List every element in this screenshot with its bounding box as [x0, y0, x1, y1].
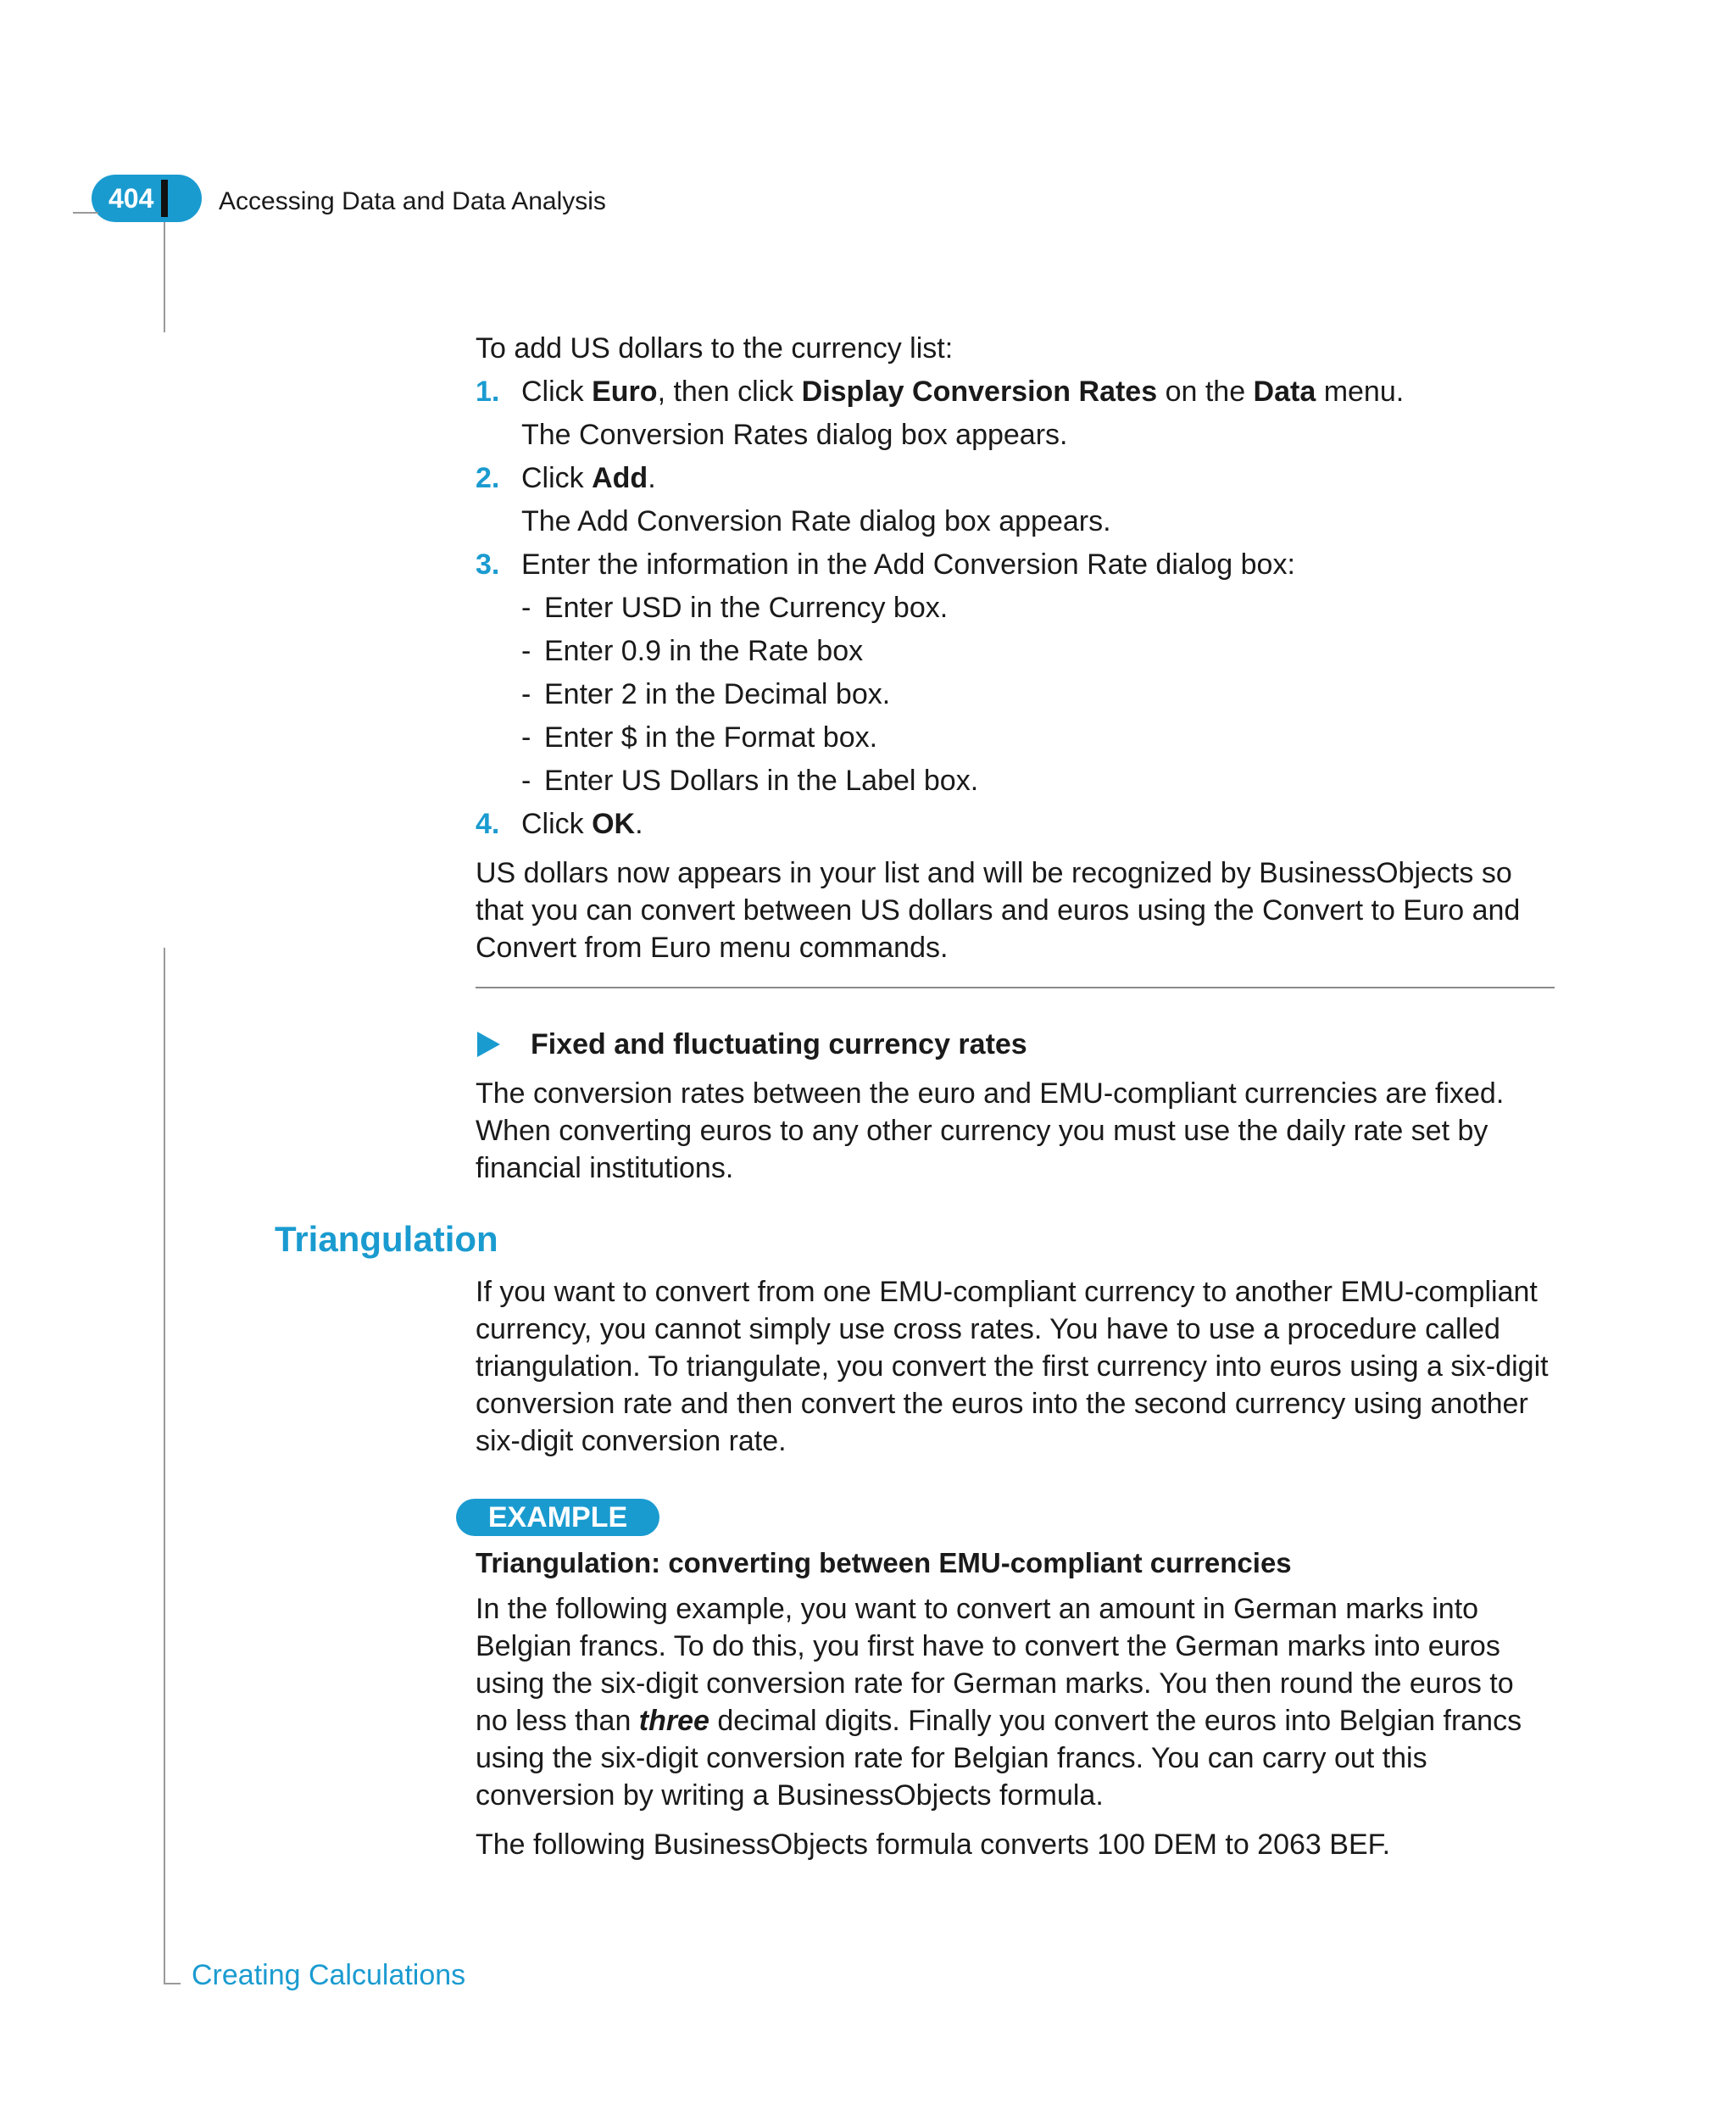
- menu-data: Data: [1253, 376, 1316, 408]
- emphasis-three: three: [638, 1705, 709, 1737]
- step-text: Click OK.: [521, 808, 643, 840]
- step-number: 3.: [476, 548, 500, 581]
- step-1: [476, 370, 1552, 457]
- procedure-section: [476, 327, 1552, 1187]
- list-item: - Enter 2 in the Decimal box.: [521, 673, 1552, 716]
- example-badge: EXAMPLE: [456, 1499, 659, 1536]
- button-ok: OK: [592, 808, 636, 840]
- step-3-bullets: [476, 587, 1552, 803]
- menu-item-display-conversion-rates: Display Conversion Rates: [801, 376, 1158, 408]
- tip-heading: Fixed and fluctuating currency rates: [476, 1026, 1552, 1063]
- page-number: 404: [108, 183, 154, 214]
- list-item: - Enter USD in the Currency box.: [521, 587, 1552, 630]
- page-number-divider: [161, 180, 168, 217]
- running-head: Accessing Data and Data Analysis: [219, 187, 606, 215]
- step-text: Click Euro, then click Display Conversion Rates on the Data menu.: [521, 376, 1405, 408]
- triangulation-section: [476, 1273, 1552, 1460]
- button-add: Add: [592, 462, 648, 494]
- menu-item-euro: Euro: [592, 376, 658, 408]
- list-item: - Enter 0.9 in the Rate box: [521, 630, 1552, 673]
- list-item: - Enter US Dollars in the Label box.: [521, 760, 1552, 803]
- footer-section-link[interactable]: Creating Calculations: [192, 1959, 466, 1991]
- procedure-intro: To add US dollars to the currency list:: [476, 332, 954, 365]
- margin-line-top: [164, 222, 165, 332]
- step-3: [476, 543, 1552, 587]
- triangulation-body: If you want to convert from one EMU-compliant currency to another EMU-compliant currency, you cannot simply use cross rates. You have to use a procedure called triangulation. To triangulate, you convert the first currency into euros using a six-digit conversion rate and then convert the euros into the second currency using another six-digit conversion rate.: [476, 1276, 1549, 1457]
- footer-rule: [164, 1983, 181, 1984]
- step-text: Enter the information in the Add Conversion Rate dialog box:: [521, 548, 1295, 581]
- step-result: The Add Conversion Rate dialog box appears.: [521, 505, 1111, 537]
- step-2: [476, 457, 1552, 543]
- example-body: In the following example, you want to convert an amount in German marks into Belgian francs. To do this, you first have to convert the German marks into euros using the six-digit conversion rate for German marks. You then round the euros to no less than three decimal digits. Finally you convert the euros into Belgian francs using the six-digit conversion rate for Belgian francs. You can carry out this conversion by writing a BusinessObjects formula.: [476, 1593, 1522, 1812]
- triangle-bullet-icon: [477, 1032, 500, 1057]
- step-result: The Conversion Rates dialog box appears.: [521, 419, 1068, 451]
- example-closing: The following BusinessObjects formula converts 100 DEM to 2063 BEF.: [476, 1828, 1391, 1861]
- section-heading-triangulation: Triangulation: [275, 1219, 498, 1259]
- margin-line-bottom: [164, 948, 165, 1984]
- example-title: Triangulation: converting between EMU-compliant currencies: [476, 1547, 1292, 1578]
- tip-body: The conversion rates between the euro and EMU-compliant currencies are fixed. When converting euros to any other currency you must use the daily rate set by financial institutions.: [476, 1077, 1505, 1184]
- example-section: [476, 1545, 1552, 1863]
- header-rule: [73, 212, 98, 214]
- section-divider: [476, 987, 1555, 988]
- step-number: 2.: [476, 462, 500, 494]
- step-4: [476, 803, 1552, 846]
- procedure-summary: US dollars now appears in your list and will be recognized by BusinessObjects so that you can convert between US dollars and euros using the Convert to Euro and Convert from Euro menu commands.: [476, 857, 1521, 964]
- step-number: 1.: [476, 376, 500, 408]
- list-item: - Enter $ in the Format box.: [521, 716, 1552, 760]
- step-text: Click Add.: [521, 462, 656, 494]
- step-number: 4.: [476, 808, 500, 840]
